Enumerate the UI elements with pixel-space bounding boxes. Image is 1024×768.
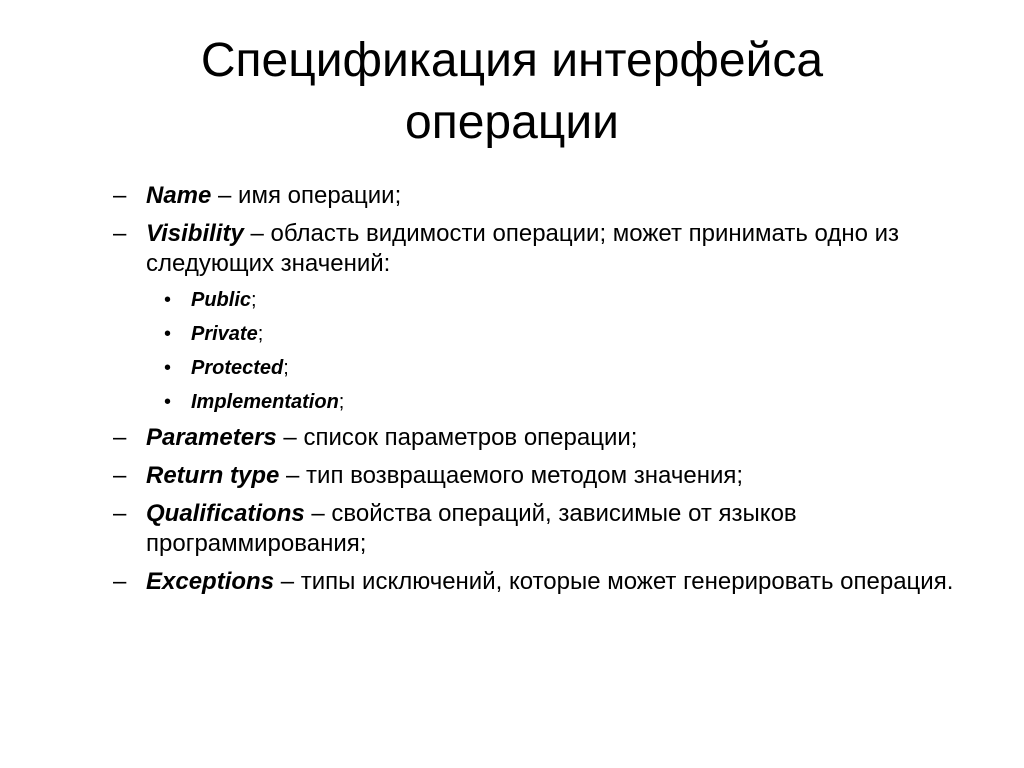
- item-description: – свойства операций, зависимые от языков программирования;: [146, 500, 797, 557]
- sub-item-term: Public: [191, 289, 252, 311]
- dash-marker: –: [113, 568, 127, 595]
- item-description: – список параметров операции;: [276, 424, 638, 451]
- title-line-2: операции: [405, 96, 619, 149]
- dash-marker: –: [113, 182, 127, 209]
- bullet-marker: •: [164, 391, 172, 413]
- item-description: – имя операции;: [211, 182, 402, 209]
- sub-item-description: ;: [257, 323, 264, 345]
- visibility-values-list: [0, 287, 1024, 415]
- bullet-marker: •: [164, 357, 172, 379]
- dash-marker: –: [113, 462, 127, 489]
- item-term: Parameters: [146, 424, 277, 451]
- sub-item-term: Protected: [191, 357, 284, 379]
- item-description: – тип возвращаемого методом значения;: [279, 462, 744, 489]
- item-term: Return type: [146, 462, 280, 489]
- bullet-marker: •: [164, 323, 172, 345]
- slide-title: [0, 30, 1024, 154]
- sub-item-public: [0, 287, 1024, 313]
- list-item-parameters: [0, 423, 976, 453]
- sub-item-term: Private: [191, 323, 258, 345]
- sub-item-description: ;: [251, 289, 257, 311]
- item-term: Visibility: [146, 220, 244, 247]
- bullet-marker: •: [164, 289, 172, 311]
- bullet-list: [0, 181, 1024, 605]
- list-item-qualifications: [0, 499, 976, 559]
- title-line-1: Спецификация интерфейса: [200, 34, 824, 87]
- sub-item-implementation: [0, 389, 1024, 415]
- sub-item-protected: [0, 355, 1024, 381]
- item-description: – типы исключений, которые может генерировать операция.: [274, 568, 954, 595]
- item-term: Exceptions: [146, 568, 275, 595]
- sub-item-private: [0, 321, 1024, 347]
- item-term: Qualifications: [146, 500, 305, 527]
- item-term: Name: [146, 182, 212, 209]
- dash-marker: –: [113, 220, 127, 247]
- sub-item-description: ;: [338, 391, 345, 413]
- list-item-visibility: [0, 219, 976, 279]
- item-description: – область видимости операции; может принимать одно из следующих значений:: [146, 220, 900, 277]
- list-item-name: [0, 181, 976, 211]
- dash-marker: –: [113, 424, 127, 451]
- sub-item-term: Implementation: [191, 391, 339, 413]
- dash-marker: –: [113, 500, 127, 527]
- list-item-return-type: [0, 461, 976, 491]
- list-item-exceptions: [0, 567, 976, 597]
- sub-item-description: ;: [283, 357, 289, 379]
